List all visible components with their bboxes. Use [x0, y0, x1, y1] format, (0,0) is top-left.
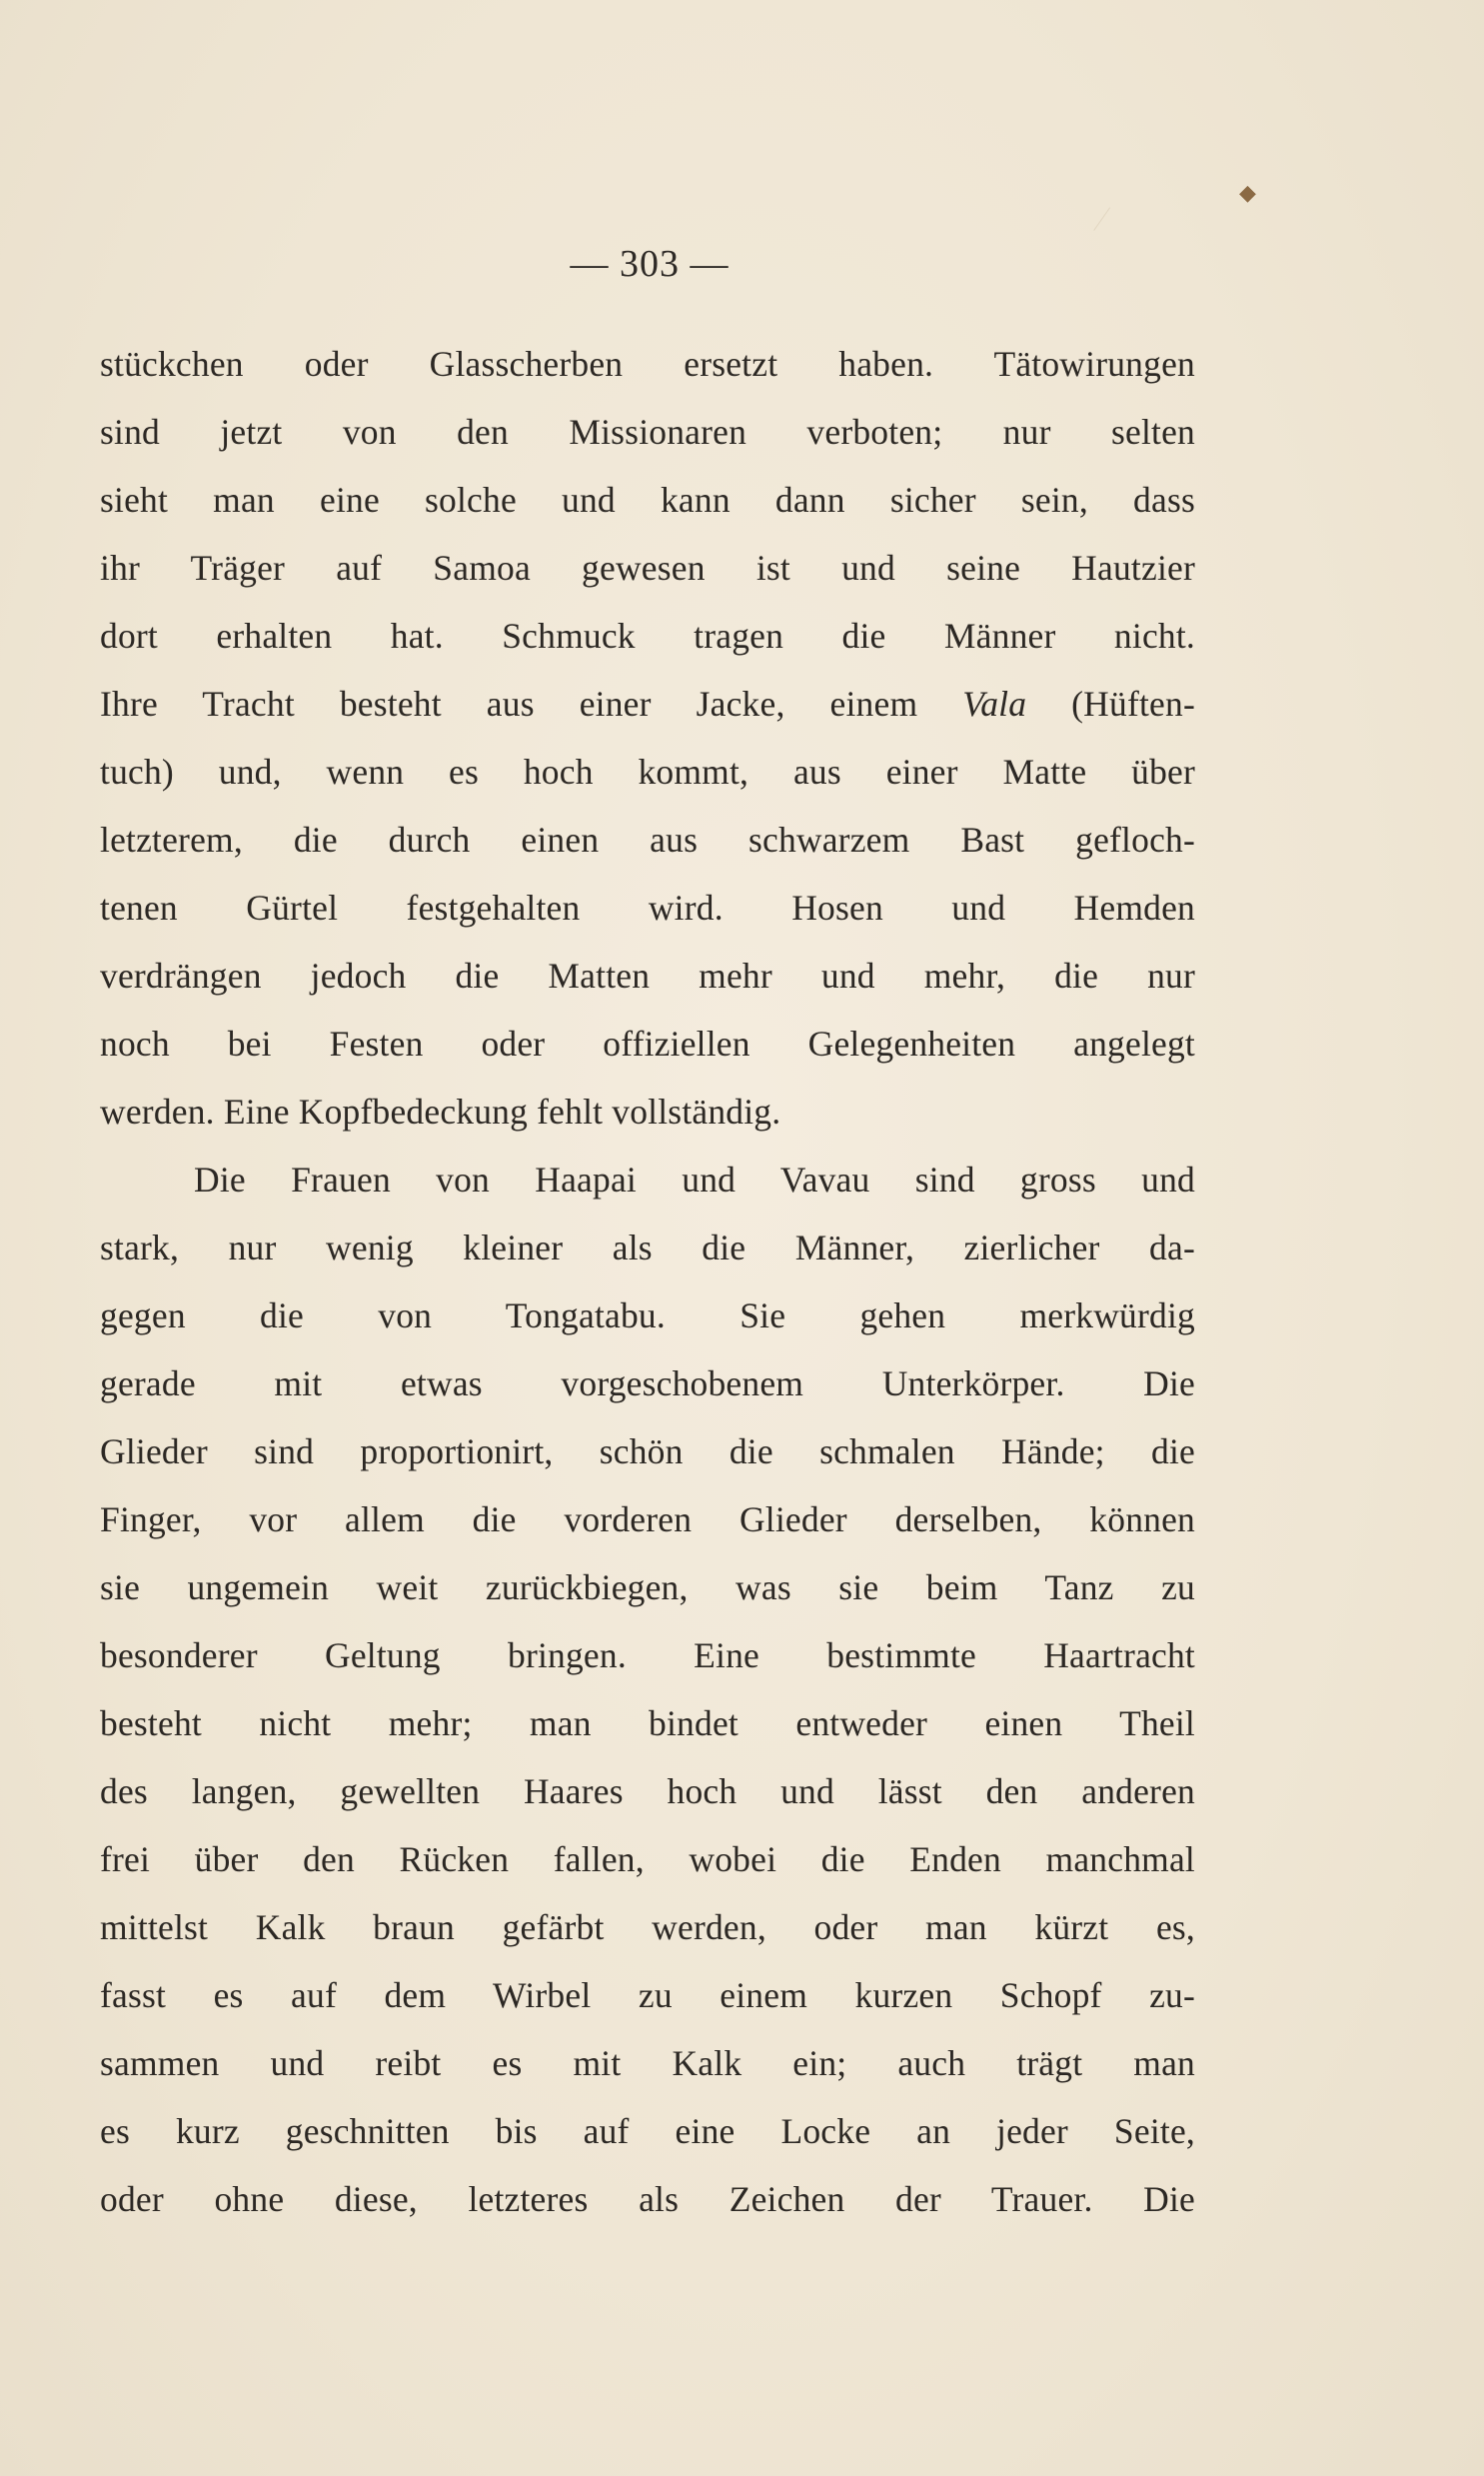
text-line: es kurz geschnitten bis auf eine Locke an jeder Seite,: [100, 2111, 1195, 2151]
text-line: tenen Gürtel festgehalten wird. Hosen und Hemden: [100, 888, 1195, 928]
text-line: frei über den Rücken fallen, wobei die Enden manchmal: [100, 1839, 1195, 1879]
text-line: sie ungemein weit zurückbiegen, was sie beim Tanz zu: [100, 1567, 1195, 1607]
italic-term: Vala: [962, 684, 1027, 724]
text-line: tuch) und, wenn es hoch kommt, aus einer Matte über: [100, 752, 1195, 792]
text-line: dort erhalten hat. Schmuck tragen die Männer nicht.: [100, 616, 1195, 656]
text-line: letzterem, die durch einen aus schwarzem Bast gefloch-: [100, 820, 1195, 860]
text-line: mittelst Kalk braun gefärbt werden, oder man kürzt es,: [100, 1907, 1195, 1947]
text-line: gerade mit etwas vorgeschobenem Unterkörper. Die: [100, 1363, 1195, 1403]
text-line: stückchen oder Glasscherben ersetzt haben. Tätowirungen: [100, 344, 1195, 384]
body-text: [100, 330, 1195, 2233]
text-line: sind jetzt von den Missionaren verboten; nur selten: [100, 412, 1195, 452]
text-line: fasst es auf dem Wirbel zu einem kurzen Schopf zu-: [100, 1975, 1195, 2015]
text-line: Finger, vor allem die vorderen Glieder derselben, können: [100, 1499, 1195, 1539]
text-line: sieht man eine solche und kann dann sicher sein, dass: [100, 480, 1195, 520]
paper-blemish: [1093, 207, 1130, 244]
text-line: stark, nur wenig kleiner als die Männer, zierlicher da-: [100, 1228, 1195, 1267]
text-line: [100, 670, 1195, 738]
text-line: besteht nicht mehr; man bindet entweder einen Theil: [100, 1703, 1195, 1743]
text-line: gegen die von Tongatabu. Sie gehen merkwürdig: [100, 1295, 1195, 1335]
text-line: des langen, gewellten Haares hoch und lässt den anderen: [100, 1771, 1195, 1811]
text-line: sammen und reibt es mit Kalk ein; auch trägt man: [100, 2043, 1195, 2083]
text-line: ihr Träger auf Samoa gewesen ist und seine Hautzier: [100, 548, 1195, 588]
text-segment: (Hüften-: [1026, 684, 1195, 724]
text-line: verdrängen jedoch die Matten mehr und mehr, die nur: [100, 956, 1195, 996]
text-line: Glieder sind proportionirt, schön die schmalen Hände; die: [100, 1431, 1195, 1471]
text-line: besonderer Geltung bringen. Eine bestimmte Haartracht: [100, 1635, 1195, 1675]
text-line: noch bei Festen oder offiziellen Gelegenheiten angelegt: [100, 1024, 1195, 1064]
paragraph-end-line: werden. Eine Kopfbedeckung fehlt vollständig.: [100, 1092, 781, 1132]
text-line: oder ohne diese, letzteres als Zeichen der Trauer. Die: [100, 2179, 1195, 2219]
paragraph-start-line: Die Frauen von Haapai und Vavau sind gross und: [194, 1160, 1195, 1200]
page-number: — 303 —: [570, 243, 730, 285]
ink-spot: ◆: [1239, 180, 1256, 205]
text-segment: Ihre Tracht besteht aus einer Jacke, einem: [100, 684, 963, 724]
